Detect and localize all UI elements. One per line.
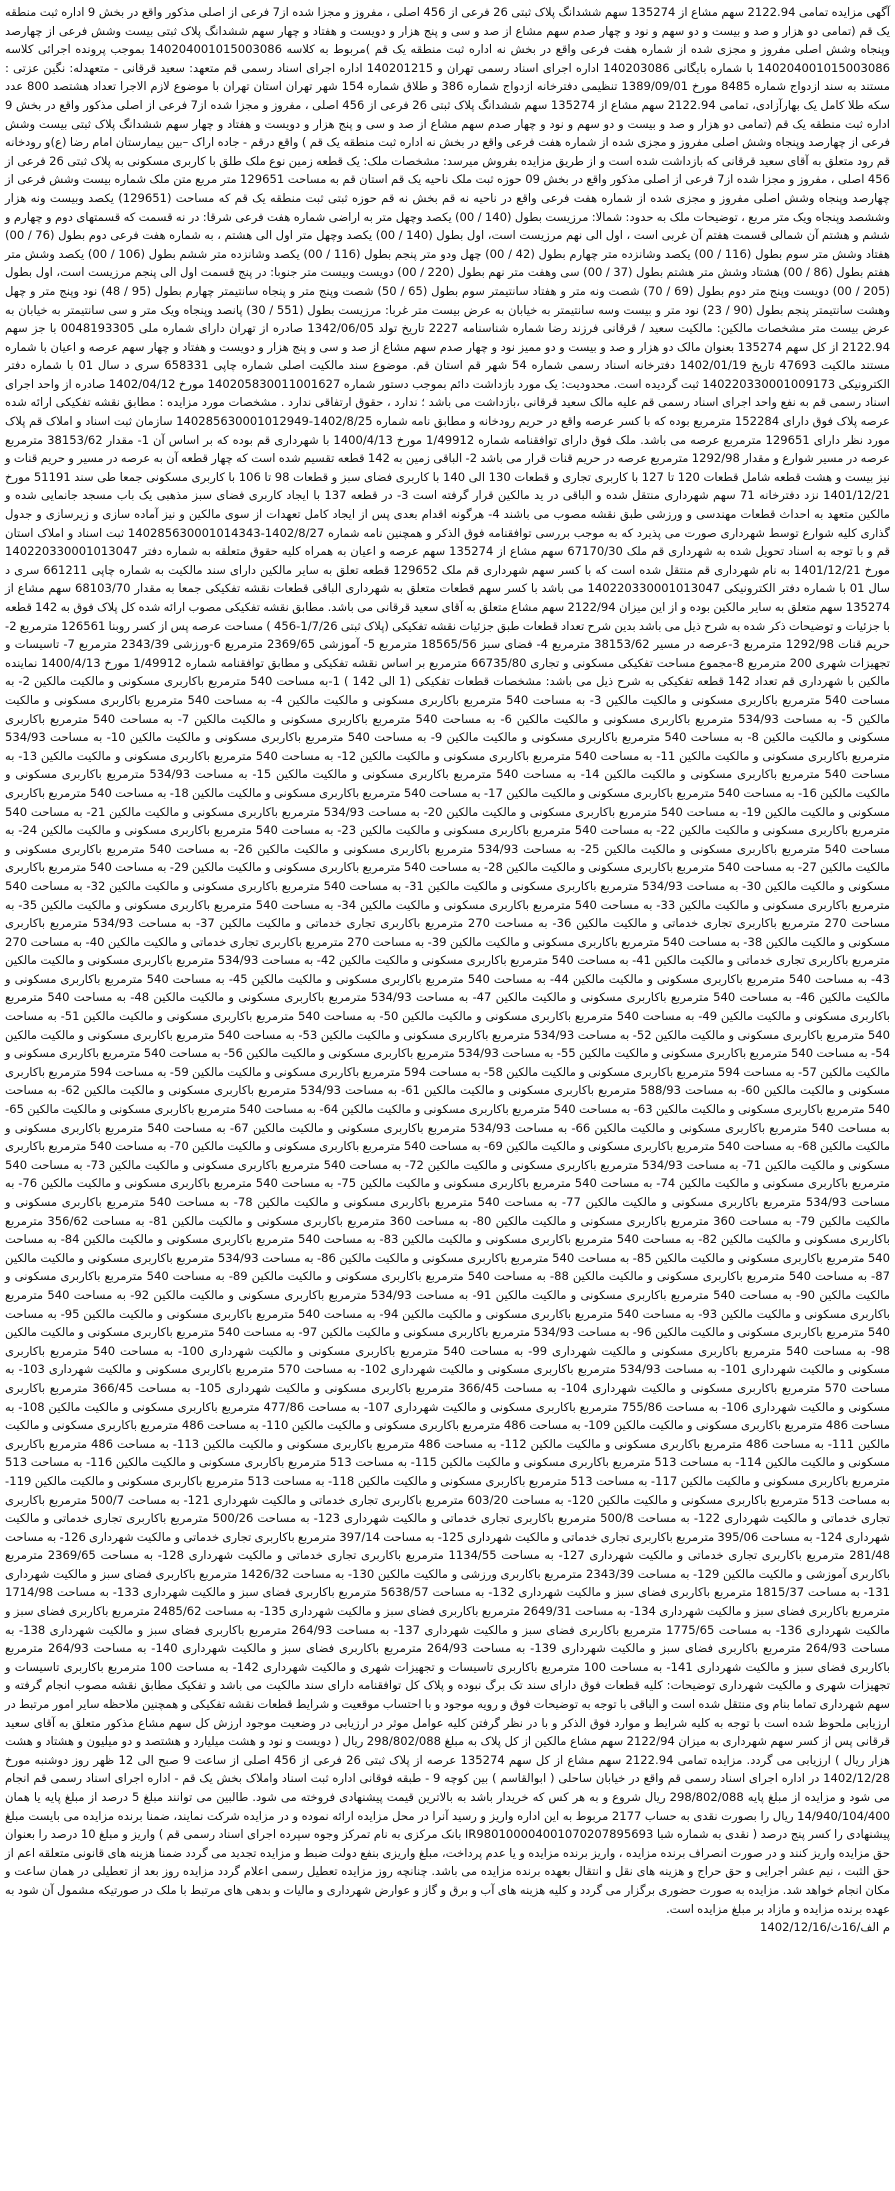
notice-footer: م الف/16ث/1402/12/16 — [760, 1920, 890, 1935]
notice-body: آگهی مزایده تمامی 2122.94 سهم مشاع از 135274 سهم ششدانگ پلاک ثبتی 26 فرعی از 456 اصلی ، مفروز و مجزا شده از7 فرعی از اصلی مذکور واقع در بخش 9 اداره ثبت منطقه یک قم (تمامی دو هزار و صد و بیست و دو سهم و نود و چهار صدم سهم مشاع از صد و سی و پنج هزار و دویست و هفتاد و چهار سهم ششدانگ پلاک ثبتی بیست وشش فرعی از چهارصد وپنجاه وشش اصلی مفروز و مجزی شده از شماره هفت فرعی واقع در بخش نه اداره ثبت منطقه یک قم )مربوط به کلاسه 140204001015003086 بموجب پرونده اجرائی کلاسه 140204001015003086 با شماره بایگانی 140203086 اداره اجرای اسناد رسمی تهران و 140201215 اداره اجرای اسناد رسمی قم متعهد: سعید قرقانی - متعهدله: نگین عزتی : مستند به سند ازدواج شماره 8485 مورخ 1389/09/01 تنظیمی دفترخانه ازدواج شماره 386 و طلاق شماره 154 شهر تهران استان تهران با موضوع لازم الاجرا تعداد هشتصد 800 عدد سکه طلا کامل یک بهارآزادی، تمامی 2122.94 سهم مشاع از 135274 سهم ششدانگ پلاک ثبتی 26 فرعی از 456 اصلی ، مفروز و مجزا شده از7 فرعی از اصلی مذکور واقع در بخش 9 اداره ثبت منطقه یک قم (تمامی دو هزار و صد و بیست و دو سهم و نود و چهار صدم سهم مشاع از صد و سی و پنج هزار و دویست و هفتاد و چهار سهم ششدانگ پلاک ثبتی بیست وشش فرعی از چهارصد وپنجاه وشش اصلی مفروز و مجزی شده از شماره هفت فرعی واقع در بخش نه اداره ثبت منطقه یک قم ) واقع درقم - جاده اراک –بین بیمارستان امام رضا (ع)و رودخانه قم رود متعلق به آقای سعید قرقانی که بازداشت شده است و از طریق مزایده بفروش میرسد: مشخصات ملک: یک قطعه زمین نوع ملک طلق با کاربری مسکونی به پلاک ثبتی 26 فرعی از 456 اصلی ، مفروز و مجزا شده از7 فرعی از اصلی مذکور واقع در بخش 09 حوزه ثبت ملک ناحیه یک قم استان قم به مساحت 129651 متر مربع متن ملک شماره بیست وشش فرعی از چهارصد وپنجاه وشش اصلی مفروز و مجزی شده از شماره هفت فرعی واقع در ناحیه نه قم بخش نه قم حوزه ثبتی ثبت منطقه یک قم که مساحت (129651) یکصد وبیست ونه هزار وششصد وپنجاه ویک متر مربع ، توضیحات ملک به حدود: شمالا: مرزیست بطول (140 / 00) یکصد وچهل متر به اراضی شماره هفت فرعی شرقا: در نه قسمت که قسمتهای دوم و چهارم و ششم و هشتم آن شمالی قسمت هفتم آن غربی است ، اول الی نهم مرزیست است، اول بطول (140 / 00) یکصد وچهل متر اول الی هشتم ، به شماره هفت فرعی دوم بطول (76 / 00) هفتاد وشش متر سوم بطول (116 / 00) یکصد وشانزده متر چهارم بطول (42 / 00) چهل ودو متر پنجم بطول (116 / 00) یکصد وشانزده متر ششم بطول (106 / 00) یکصد وشش متر هفتم بطول (86 / 00) هشتاد وشش متر هشتم بطول (37 / 00) سی وهفت متر نهم بطول (220 / 00) دویست وبیست متر جنوبا: در پنج قسمت اول الی پنجم مرزیست است، اول بطول (205 / 00) دویست وپنج متر دوم بطول (69 / 70) شصت ونه متر و هفتاد سانتیمتر سوم بطول (65 / 50) شصت وپنج متر و پنجاه سانتیمتر چهارم بطول (95 / 48) نود وپنج متر و چهل وهشت سانتیمتر پنجم بطول (90 / 23) نود متر و بیست وسه سانتیمتر به خیابان به عرض بیست متر غربا: مرزیست بطول (551 / 30) پانصد وپنجاه ویک متر و سی سانتیمتر به خیابان به عرض بیست متر مشخصات مالکین: مالکیت سعید / قرقانی فرزند رضا شماره شناسنامه 2227 تاریخ تولد 1342/06/05 صادره از تهران دارای شماره ملی 0048193305 با جز سهم 2122.94 از کل سهم 135274 بعنوان مالک دو هزار و صد و بیست و دو ممیز نود و چهار صدم سهم مشاع از صد و سی و پنج هزار و دویست و هفتاد و چهار سهم عرصه و اعیان با شماره مستند مالکیت 47693 تاریخ 1402/01/19 دفترخانه اسناد رسمی شماره 54 شهر قم استان قم. موضوع سند مالکیت اصلی شماره چاپی 658331 سری د سال 01 با شماره دفتر الکترونیکی 140220330001009173 ثبت گردیده است. محدودیت: یک مورد بازداشت دائم بموجب دستور شماره 140205830011001627 مورخ 1402/04/12 صادره از واحد اجرای اسناد رسمی قم به نفع واحد اجرای اسناد رسمی قم علیه مالک سعید قرقانی ،بازداشت می باشد ؛ ندارد ، حقوق ارتفاقی ندارد . مشخصات مورد مزایده : مطابق نقشه تفکیکی ارائه شده عرصه پلاک فوق دارای 152284 مترمربع بوده که با کسر عرصه واقع در حریم رودخانه و مطابق نامه شماره 1402/8/25-140285630001012949 سازمان ثبت اسناد و املاک قم پلاک مورد نظر دارای 129651 مترمربع عرصه می باشد. ملک فوق دارای توافقنامه شماره 1/49912 مورخ 1400/4/13 با شهرداری قم بوده که بر اساس آن 1- مقدار 38153/62 مترمربع عرصه در مسیر شوارع و مقدار 1292/98 مترمربع عرصه در حریم قنات قرار می باشد 2- الباقی زمین به 142 قطعه تقسیم شده است که چهار قطعه آن به عرصه در مسیر و حریم قنات و نیز بیست و هشت قطعه شامل قطعات 120 تا 127 با کاربری تجاری و قطعات 130 الی 140 با کاربری فضای سبز و قطعات 98 تا 106 با کاربری مسکونی جمعا طی سند 51191 مورخ 1401/12/21 نزد دفترخانه 71 سهم شهرداری منتقل شده و الباقی در ید مالکین قرار گرفته است 3- در قطعه 137 با ایجاد کاربری فضای سبز مذهبی یک باب مسجد جانمایی شده و مالکین متعهد به احداث قطعات مهندسی و ورزشی طبق نقشه مصوب می باشند 4- هرگونه اقدام بعدی پس از ایجاد کامل تعهدات از سوی مالکین و نیز آماده سازی و زیرسازی و جدول گذاری کلیه شوارع توسط شهرداری صورت می پذیرد که به موجب بررسی توافقنامه فوق الذکر و همچنین نامه شماره 1402/8/27-140285630001014343 ثبت اسناد و املاک استان قم و با توجه به اسناد تحویل شده به شهرداری قم ملک 67170/30 سهم مشاع از 135274 سهم عرصه و اعیان به همراه کلیه حقوق متعلقه به شماره دفتر 140220330001013047 مورخ 1401/12/21 به نام شهرداری قم منتقل شده است که با کسر سهم شهرداری قم ملک 129652 قطعه تعلق به سایر مالکین دارای سند مالکیت به شماره چاپی 661211 سری د سال 01 با شماره دفتر الکترونیکی 140220330001013047 می باشد با کسر سهم قطعات متعلق به شهرداری الباقی قطعات نقشه تفکیکی جمعا به مقدار 68103/70 سهم مشاع از 135274 سهم متعلق به سایر مالکین بوده و از این میزان 2122/94 سهم مشاع متعلق به آقای سعید قرقانی می باشد. مطابق نقشه تفکیکی مصوب ارائه شده کل پلاک فوق به 142 قطعه با جزئیات و توضیحات ذکر شده به شرح ذیل می باشد بدین شرح تعداد قطعات طبق جزئیات نقشه تفکیکی (پلاک ثبتی 1/7/26-456 ) مساحت عرصه پس از کسر روبنا 126561 مترمربع 2-حریم قنات 1292/98 مترمربع 3-عرصه در مسیر 38153/62 مترمربع 4- فضای سبز 18565/56 مترمربع 5- آموزشی 2369/65 مترمربع 6-ورزشی 2343/39 مترمربع 7- تاسیسات و تجهیزات شهری 200 مترمربع 8-مجموع مساحت تفکیکی مسکونی و تجاری 66735/80 مترمربع بر اساس نقشه تفکیکی و مطابق توافقنامه شماره 1/49912 مورخ 1400/4/13 نماینده مالکین با شهرداری قم تعداد 142 قطعه تفکیکی به شرح ذیل می باشد: مشخصات قطعات تفکیکی (1 الی 142 ) 1-به مساحت 540 مترمربع باکاربری مسکونی و مالکیت مالکین 2- به مساحت 540 مترمربع باکاربری مسکونی و مالکیت مالکین 3- به مساحت 540 مترمربع باکاربری مسکونی و مالکیت مالکین 4- به مساحت 540 مترمربع باکاربری مسکونی و مالکیت مالکین 5- به مساحت 534/93 مترمربع باکاربری مسکونی و مالکیت مالکین 6- به مساحت 540 مترمربع باکاربری مسکونی و مالکیت مالکین 7- به مساحت 540 مترمربع باکاربری مسکونی و مالکیت مالکین 8- به مساحت 540 مترمربع باکاربری مسکونی و مالکیت مالکین 9- به مساحت 540 مترمربع باکاربری مسکونی و مالکیت مالکین 10- به مساحت 534/93 مترمربع باکاربری مسکونی و مالکیت مالکین 11- به مساحت 540 مترمربع باکاربری مسکونی و مالکیت مالکین 12- به مساحت 540 مترمربع باکاربری مسکونی و مالکیت مالکین 13- به مساحت 540 مترمربع باکاربری مسکونی و مالکیت مالکین 14- به مساحت 540 مترمربع باکاربری مسکونی و مالکیت مالکین 15- به مساحت 534/93 مترمربع باکاربری مسکونی و مالکیت مالکین 16- به مساحت 540 مترمربع باکاربری مسکونی و مالکیت مالکین 17- به مساحت 540 مترمربع باکاربری مسکونی و مالکیت مالکین 18- به مساحت 540 مترمربع باکاربری مسکونی و مالکیت مالکین 19- به مساحت 540 مترمربع باکاربری مسکونی و مالکیت مالکین 20- به مساحت 534/93 مترمربع باکاربری مسکونی و مالکیت مالکین 21- به مساحت 540 مترمربع باکاربری مسکونی و مالکیت مالکین 22- به مساحت 540 مترمربع باکاربری مسکونی و مالکیت مالکین 23- به مساحت 540 مترمربع باکاربری مسکونی و مالکیت مالکین 24- به مساحت 540 مترمربع باکاربری مسکونی و مالکیت مالکین 25- به مساحت 534/93 مترمربع باکاربری مسکونی و مالکیت مالکین 26- به مساحت 540 مترمربع باکاربری مسکونی و مالکیت مالکین 27- به مساحت 540 مترمربع باکاربری مسکونی و مالکیت مالکین 28- به مساحت 540 مترمربع باکاربری مسکونی و مالکیت مالکین 29- به مساحت 540 مترمربع باکاربری مسکونی و مالکیت مالکین 30- به مساحت 534/93 مترمربع باکاربری مسکونی و مالکیت مالکین 31- به مساحت 540 مترمربع باکاربری مسکونی و مالکیت مالکین 32- به مساحت 540 مترمربع باکاربری مسکونی و مالکیت مالکین 33- به مساحت 540 مترمربع باکاربری مسکونی و مالکیت مالکین 34- به مساحت 540 مترمربع باکاربری مسکونی و مالکیت مالکین 35- به مساحت 270 مترمربع باکاربری تجاری خدماتی و مالکیت مالکین 36- به مساحت 270 مترمربع باکاربری تجاری خدماتی و مالکیت مالکین 37- به مساحت 534/93 مترمربع باکاربری مسکونی و مالکیت مالکین 38- به مساحت 540 مترمربع باکاربری مسکونی و مالکیت مالکین 39- به مساحت 270 مترمربع باکاربری تجاری خدماتی و مالکیت مالکین 40- به مساحت 270 مترمربع باکاربری تجاری خدماتی و مالکیت مالکین 41- به مساحت 540 مترمربع باکاربری مسکونی و مالکیت مالکین 42- به مساحت 534/93 مترمربع باکاربری مسکونی و مالکیت مالکین 43- به مساحت 540 مترمربع باکاربری مسکونی و مالکیت مالکین 44- به مساحت 540 مترمربع باکاربری مسکونی و مالکیت مالکین 45- به مساحت 540 مترمربع باکاربری مسکونی و مالکیت مالکین 46- به مساحت 540 مترمربع باکاربری مسکونی و مالکیت مالکین 47- به مساحت 534/93 مترمربع باکاربری مسکونی و مالکیت مالکین 48- به مساحت 540 مترمربع باکاربری مسکونی و مالکیت مالکین 49- به مساحت 540 مترمربع باکاربری مسکونی و مالکیت مالکین 50- به مساحت 540 مترمربع باکاربری مسکونی و مالکیت مالکین 51- به مساحت 540 مترمربع باکاربری مسکونی و مالکیت مالکین 52- به مساحت 534/93 مترمربع باکاربری مسکونی و مالکیت مالکین 53- به مساحت 540 مترمربع باکاربری مسکونی و مالکیت مالکین 54- به مساحت 540 مترمربع باکاربری مسکونی و مالکیت مالکین 55- به مساحت 534/93 مترمربع باکاربری مسکونی و مالکیت مالکین 56- به مساحت 540 مترمربع باکاربری مسکونی و مالکیت مالکین 57- به مساحت 594 مترمربع باکاربری مسکونی و مالکیت مالکین 58- به مساحت 594 مترمربع باکاربری مسکونی و مالکیت مالکین 59- به مساحت 594 مترمربع باکاربری مسکونی و مالکیت مالکین 60- به مساحت 588/93 مترمربع باکاربری مسکونی و مالکیت مالکین 61- به مساحت 534/93 مترمربع باکاربری مسکونی و مالکیت مالکین 62- به مساحت 540 مترمربع باکاربری مسکونی و مالکیت مالکین 63- به مساحت 540 مترمربع باکاربری مسکونی و مالکیت مالکین 64- به مساحت 540 مترمربع باکاربری مسکونی و مالکیت مالکین 65- به مساحت 540 مترمربع باکاربری مسکونی و مالکیت مالکین 66- به مساحت 534/93 مترمربع باکاربری مسکونی و مالکیت مالکین 67- به مساحت 540 مترمربع باکاربری مسکونی و مالکیت مالکین 68- به مساحت 540 مترمربع باکاربری مسکونی و مالکیت مالکین 69- به مساحت 540 مترمربع باکاربری مسکونی و مالکیت مالکین 70- به مساحت 540 مترمربع باکاربری مسکونی و مالکیت مالکین 71- به مساحت 534/93 مترمربع باکاربری مسکونی و مالکیت مالکین 72- به مساحت 540 مترمربع باکاربری مسکونی و مالکیت مالکین 73- به مساحت 540 مترمربع باکاربری مسکونی و مالکیت مالکین 74- به مساحت 540 مترمربع باکاربری مسکونی و مالکیت مالکین 75- به مساحت 540 مترمربع باکاربری مسکونی و مالکیت مالکین 76- به مساحت 534/93 مترمربع باکاربری مسکونی و مالکیت مالکین 77- به مساحت 540 مترمربع باکاربری مسکونی و مالکیت مالکین 78- به مساحت 540 مترمربع باکاربری مسکونی و مالکیت مالکین 79- به مساحت 360 مترمربع باکاربری مسکونی و مالکیت مالکین 80- به مساحت 360 مترمربع باکاربری مسکونی و مالکیت مالکین 81- به مساحت 356/62 مترمربع باکاربری مسکونی و مالکیت مالکین 82- به مساحت 540 مترمربع باکاربری مسکونی و مالکیت مالکین 83- به مساحت 540 مترمربع باکاربری مسکونی و مالکیت مالکین 84- به مساحت 540 مترمربع باکاربری مسکونی و مالکیت مالکین 85- به مساحت 540 مترمربع باکاربری مسکونی و مالکیت مالکین 86- به مساحت 534/93 مترمربع باکاربری مسکونی و مالکیت مالکین 87- به مساحت 540 مترمربع باکاربری مسکونی و مالکیت مالکین 88- به مساحت 540 مترمربع باکاربری مسکونی و مالکیت مالکین 89- به مساحت 540 مترمربع باکاربری مسکونی و مالکیت مالکین 90- به مساحت 540 مترمربع باکاربری مسکونی و مالکیت مالکین 91- به مساحت 534/93 مترمربع باکاربری مسکونی و مالکیت مالکین 92- به مساحت 540 مترمربع باکاربری مسکونی و مالکیت مالکین 93- به مساحت 540 مترمربع باکاربری مسکونی و مالکیت مالکین 94- به مساحت 540 مترمربع باکاربری مسکونی و مالکیت مالکین 95- به مساحت 540 مترمربع باکاربری مسکونی و مالکیت مالکین 96- به مساحت 534/93 مترمربع باکاربری مسکونی و مالکیت مالکین 97- به مساحت 540 مترمربع باکاربری مسکونی و مالکیت مالکین 98- به مساحت 540 مترمربع باکاربری مسکونی و مالکیت شهرداری 99- به مساحت 540 مترمربع باکاربری مسکونی و مالکیت شهرداری 100- به مساحت 540 مترمربع باکاربری مسکونی و مالکیت شهرداری 101- به مساحت 534/93 مترمربع باکاربری مسکونی و مالکیت شهرداری 102- به مساحت 570 مترمربع باکاربری مسکونی و مالکیت شهرداری 103- به مساحت 570 مترمربع باکاربری مسکونی و مالکیت شهرداری 104- به مساحت 366/45 مترمربع باکاربری مسکونی و مالکیت شهرداری 105- به مساحت 366/45 مترمربع باکاربری مسکونی و مالکیت شهرداری 106- به مساحت 755/86 مترمربع باکاربری مسکونی و مالکیت شهرداری 107- به مساحت 477/86 مترمربع باکاربری مسکونی و مالکیت مالکین 108- به مساحت 486 مترمربع باکاربری مسکونی و مالکیت مالکین 109- به مساحت 486 مترمربع باکاربری مسکونی و مالکیت مالکین 110- به مساحت 486 مترمربع باکاربری مسکونی و مالکیت مالکین 111- به مساحت 486 مترمربع باکاربری مسکونی و مالکیت مالکین 112- به مساحت 486 مترمربع باکاربری مسکونی و مالکیت مالکین 113- به مساحت 486 مترمربع باکاربری مسکونی و مالکیت مالکین 114- به مساحت 513 مترمربع باکاربری مسکونی و مالکیت مالکین 115- به مساحت 513 مترمربع باکاربری مسکونی و مالکیت مالکین 116- به مساحت 513 مترمربع باکاربری مسکونی و مالکیت مالکین 117- به مساحت 513 مترمربع باکاربری مسکونی و مالکیت مالکین 118- به مساحت 513 مترمربع باکاربری مسکونی و مالکیت مالکین 119- به مساحت 513 مترمربع باکاربری مسکونی و مالکیت مالکین 120- به مساحت 603/20 مترمربع باکاربری تجاری خدماتی و مالکیت شهرداری 121- به مساحت 500/7 مترمربع باکاربری تجاری خدماتی و مالکیت شهرداری 122- به مساحت 500/8 مترمربع باکاربری تجاری خدماتی و مالکیت شهرداری 123- به مساحت 500/26 مترمربع باکاربری تجاری خدماتی و مالکیت شهرداری 124- به مساحت 395/06 مترمربع باکاربری تجاری خدماتی و مالکیت شهرداری 125- به مساحت 397/14 مترمربع باکاربری تجاری خدماتی و مالکیت شهرداری 126- به مساحت 281/48 مترمربع باکاربری تجاری خدماتی و مالکیت شهرداری 127- به مساحت 1134/55 مترمربع باکاربری تجاری خدماتی و مالکیت شهرداری 128- به مساحت 2369/65 مترمربع باکاربری آموزشی و مالکیت مالکین 129- به مساحت 2343/39 مترمربع باکاربری ورزشی و مالکیت مالکین 130- به مساحت 1426/32 مترمربع باکاربری فضای سبز و مالکیت شهرداری 131- به مساحت 1815/37 مترمربع باکاربری فضای سبز و مالکیت شهرداری 132- به مساحت 5638/57 مترمربع باکاربری فضای سبز و مالکیت شهرداری 133- به مساحت 1714/98 مترمربع باکاربری فضای سبز و مالکیت شهرداری 134- به مساحت 2649/31 مترمربع باکاربری فضای سبز و مالکیت شهرداری 135- به مساحت 2485/62 مترمربع باکاربری فضای سبز و مالکیت شهرداری 136- به مساحت 1775/65 مترمربع باکاربری فضای سبز و مالکیت شهرداری 137- به مساحت 264/93 مترمربع باکاربری فضای سبز و مالکیت شهرداری 138- به مساحت 264/93 مترمربع باکاربری فضای سبز و مالکیت شهرداری 139- به مساحت 264/93 مترمربع باکاربری فضای سبز و مالکیت شهرداری 140- به مساحت 264/93 مترمربع باکاربری فضای سبز و مالکیت شهرداری 141- به مساحت 100 مترمربع باکاربری تاسیسات و تجهیزات شهری و مالکیت شهرداری 142- به مساحت 100 مترمربع باکاربری تاسیسات و تجهیزات شهری و مالکیت شهرداری توضیحات: کلیه قطعات فوق دارای سند تک برگ نبوده و پلاک کل توافقنامه دارای سند مالکیت می باشد و تفکیک مطابق نقشه مصوب انجام گرفته و سهم شهرداری تماما بنام وی منتقل شده است و الباقی با توجه به توضیحات فوق و رویه موجود و با احتساب موقعیت و شرایط قطعات نقشه تفکیکی و همچنین ملاحظه سایر امور مرتبط در ارزیابی ملحوظ شده است با توجه به کلیه شرایط و موارد فوق الذکر و با در نظر گرفتن کلیه عوامل موثر در ارزیابی در وضعیت موجود ارزش کل سهم مشاع مذکور متعلق به آقای سعید قرقانی پس از کسر سهم شهرداری به میزان 2122/94 سهم مشاع مالکین از کل پلاک به مبلغ 298/802/088 ریال ( دویست و نود و هشت میلیارد و هشتصد و دو میلیون و هشتاد و هشت هزار ریال ) ارزیابی می گردد. مزایده تمامی 2122.94 سهم مشاع از کل سهم 135274 عرصه از پلاک ثبتی 26 فرعی از 456 اصلی از ساعت 9 صبح الی 12 ظهر روز دوشنبه مورخ 1402/12/28 در اداره اجرای اسناد رسمی قم واقع در خیابان ساحلی ( ابوالقاسم ) بین کوچه 9 - طبقه فوقانی اداره ثبت اسناد واملاک بخش یک قم - اداره اجرای اسناد رسمی قم انجام می شود و مزایده از مبلغ پایه 298/802/088 ریال شروع و به هر کس که خریدار باشد به بالاترین قیمت پیشنهادی فروخته می شود. طالبین می توانند مبلغ 5 درصد از مبلغ پایه یا همان 14/940/104/400 ریال را بصورت نقدی به حساب 2177 مربوط به این اداره واریز و رسید آنرا در محل مزایده ارائه نموده و در مزایده شرکت نمایند، ضمنا برنده مزایده می بایست مبلغ پیشنهادی را کسر پنج درصد ( نقدی به شماره شبا IR980100004001070207895693 بانک مرکزی به نام تمرکز وجوه سپرده اجرای اسناد رسمی قم ) واریز و مبلغ 10 درصد را بعنوان حق مزایده واریز کنند و در صورت انصراف برنده مزایده ، واریز برنده مزایده و یا عدم پرداخت، مبلغ واریزی بنفع دولت ضبط و مزایده تجدید می گردد ضمنا هزینه های قانونی متعلقه اعم از حق الثبت ، نیم عشر اجرایی و حق حراج و هزینه های نقل و انتقال بعهده برنده مزایده می باشد. چنانچه روز مزایده تعطیل رسمی اعلام گردد مزایده روز بعد از تعطیلی در همان ساعت و مکان انجام خواهد شد. مزایده به صورت حضوری برگزار می گردد و کلیه هزینه های آب و برق و گاز و عوارض شهرداری و مالیات و بدهی های مرتبط با ملک در صورتیکه مشمول آن شود به عهده برنده مزایده و مازاد بر مبلغ مزایده است. — [5, 5, 891, 1916]
